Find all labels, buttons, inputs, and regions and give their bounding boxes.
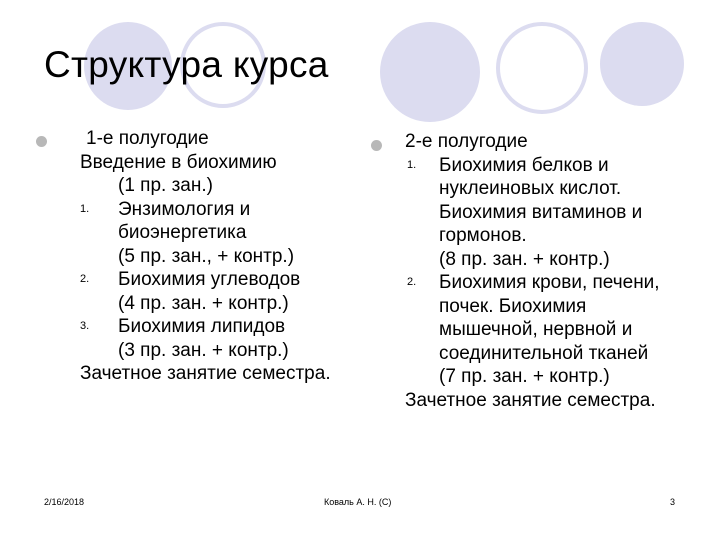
- left-item-3: [80, 315, 370, 362]
- decor-circle-3: [380, 22, 480, 122]
- decor-circle-5: [600, 22, 684, 106]
- right-item-line: мышечной, нервной и: [439, 319, 633, 340]
- right-item-line: соединительной тканей: [439, 342, 649, 364]
- footer-page-number: 3: [670, 497, 676, 507]
- left-item-line: (5 пр. зан., + контр.): [118, 245, 295, 267]
- slide-title: Структура курса: [44, 44, 329, 85]
- decor-circle-4: [496, 22, 588, 114]
- left-item-line: (4 пр. зан. + контр.): [118, 292, 289, 314]
- right-bullet-icon: [371, 140, 382, 151]
- right-item-1: [405, 154, 695, 272]
- left-column: [80, 127, 370, 386]
- left-item-line: биоэнергетика: [118, 222, 247, 243]
- left-item-line: Энзимология и: [118, 198, 251, 220]
- left-item-number: 2.: [80, 273, 90, 285]
- footer-author: Коваль А. Н. (C): [324, 497, 392, 507]
- left-bullet-icon: [36, 136, 47, 147]
- right-item-number: 1.: [407, 158, 417, 171]
- left-item-number: 3.: [80, 320, 90, 332]
- right-item-line: Биохимия белков и: [439, 154, 609, 176]
- right-heading: 2-е полугодие: [405, 131, 528, 152]
- left-heading: 1-е полугодие: [86, 128, 209, 149]
- left-item-line: (3 пр. зан. + контр.): [118, 339, 289, 361]
- right-closing: Зачетное занятие семестра.: [405, 389, 656, 411]
- right-item-line: Биохимия витаминов и: [439, 201, 643, 223]
- right-column: [405, 130, 695, 412]
- right-item-line: Биохимия крови, печени,: [439, 272, 660, 293]
- left-closing: Зачетное занятие семестра.: [80, 363, 331, 384]
- left-intro-line: Введение в биохимию: [80, 151, 277, 173]
- footer-date: 2/16/2018: [44, 497, 85, 507]
- left-intro-line: (1 пр. зан.): [118, 175, 213, 196]
- right-item-line: гормонов.: [439, 225, 527, 246]
- right-item-line: почек. Биохимия: [439, 295, 587, 317]
- right-item-number: 2.: [407, 276, 417, 288]
- left-item-number: 1.: [80, 202, 90, 215]
- left-item-line: Биохимия липидов: [118, 316, 286, 337]
- left-item-1: [80, 198, 370, 269]
- left-item-2: [80, 268, 370, 315]
- right-item-line: нуклеиновых кислот.: [439, 178, 622, 199]
- left-item-line: Биохимия углеводов: [118, 269, 301, 290]
- right-item-2: [405, 271, 695, 389]
- right-item-line: (7 пр. зан. + контр.): [439, 366, 610, 387]
- right-item-line: (8 пр. зан. + контр.): [439, 248, 610, 270]
